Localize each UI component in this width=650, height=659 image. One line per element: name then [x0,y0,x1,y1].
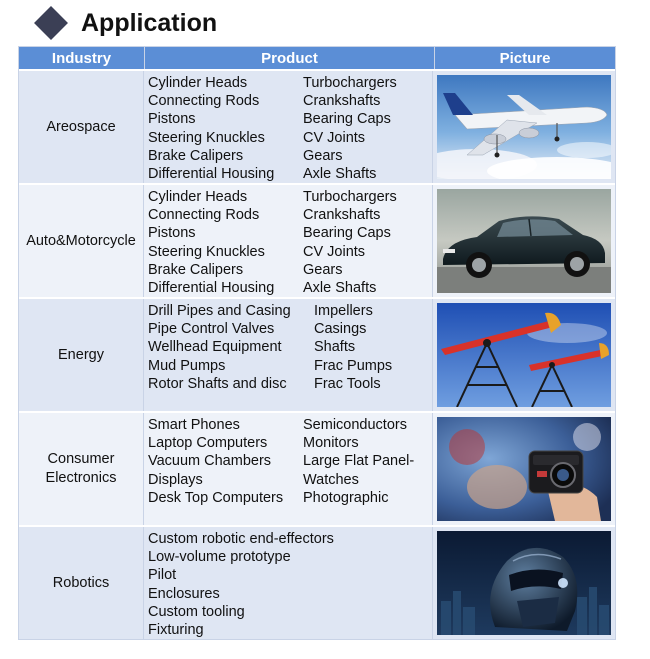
table-row-auto [19,183,615,297]
action-camera-photo [437,417,611,521]
product-item: Custom robotic end-effectors [148,531,334,547]
section-heading [33,4,217,42]
product-item: Watches [303,471,359,488]
table-row-consumer-electronics [19,411,615,525]
picture-cell [433,185,615,297]
product-item: Smart Phones [148,417,240,433]
robot-head-photo [437,531,611,635]
product-item: Fixturing [148,622,204,639]
industry-cell: Auto&Motorcycle [19,185,144,297]
product-item: Differential Housing [148,280,275,297]
product-item: Custom tooling [148,603,245,620]
table-row-aerospace [19,69,615,183]
product-item: Drill Pipes and Casing [148,303,291,319]
header-industry: Industry [19,47,145,69]
picture-cell [433,71,615,183]
product-item: Desk Top Computers [148,489,284,506]
product-item: CV Joints [303,243,366,260]
product-item: Mud Pumps [148,357,226,374]
picture-cell [433,527,615,639]
product-item: Semiconductors [303,417,407,433]
industry-cell: Robotics [19,527,144,639]
table-row-energy [19,297,615,411]
diamond-bullet-icon [34,6,68,40]
product-item: Gears [303,261,343,278]
product-item: Impellers [314,303,373,319]
header-picture: Picture [499,49,551,67]
car-photo [437,189,611,293]
product-cell [144,527,433,639]
product-item: Brake Calipers [148,147,244,164]
industry-label-line1: Consumer [47,451,115,467]
product-item: Crankshafts [303,207,381,224]
product-item: Turbochargers [303,189,397,205]
product-item: Large Flat Panel- [303,453,415,470]
product-item: Steering Knuckles [148,243,265,260]
industry-label-line2: Electronics [45,470,117,486]
industry-cell [19,413,144,525]
product-item: CV Joints [303,129,366,146]
product-cell [144,71,433,183]
product-item: Pistons [148,111,196,128]
product-item: Frac Tools [314,375,381,392]
product-item: Bearing Caps [303,111,391,128]
product-item: Cylinder Heads [148,75,248,91]
product-item: Turbochargers [303,75,397,91]
product-item: Gears [303,147,343,164]
header-product: Product [145,47,435,69]
product-item: Pilot [148,567,177,584]
picture-cell [433,413,615,525]
product-item: Differential Housing [148,166,275,183]
product-item: Laptop Computers [148,435,268,452]
product-item: Frac Pumps [314,357,393,374]
product-item: Connecting Rods [148,93,260,110]
product-item: Bearing Caps [303,225,391,242]
oil-pumpjack-photo [437,303,611,407]
product-item: Pipe Control Valves [148,321,275,338]
product-cell [144,413,433,525]
product-item: Brake Calipers [148,261,244,278]
product-item: Monitors [303,435,359,452]
product-item: Photographic [303,489,389,506]
product-item: Displays [148,471,203,488]
product-item: Low-volume prototype [148,549,291,566]
product-cell [144,299,433,411]
product-item: Pistons [148,225,196,242]
table-row-robotics [19,525,615,639]
product-item: Rotor Shafts and disc [148,375,287,392]
table-header [19,47,615,69]
application-table [18,46,616,640]
product-item: Connecting Rods [148,207,260,224]
product-item: Wellhead Equipment [148,339,282,356]
product-cell [144,185,433,297]
product-item: Vacuum Chambers [148,453,272,470]
page-title: Application [81,8,218,37]
picture-cell [433,299,615,411]
industry-cell: Areospace [19,71,144,183]
product-item: Enclosures [148,585,220,602]
product-item: Crankshafts [303,93,381,110]
airplane-photo [437,75,611,179]
product-item: Axle Shafts [303,166,377,183]
product-item: Cylinder Heads [148,189,248,205]
product-item: Casings [314,321,367,338]
product-item: Axle Shafts [303,280,377,297]
product-item: Shafts [314,339,356,356]
industry-cell: Energy [19,299,144,411]
product-item: Steering Knuckles [148,129,265,146]
